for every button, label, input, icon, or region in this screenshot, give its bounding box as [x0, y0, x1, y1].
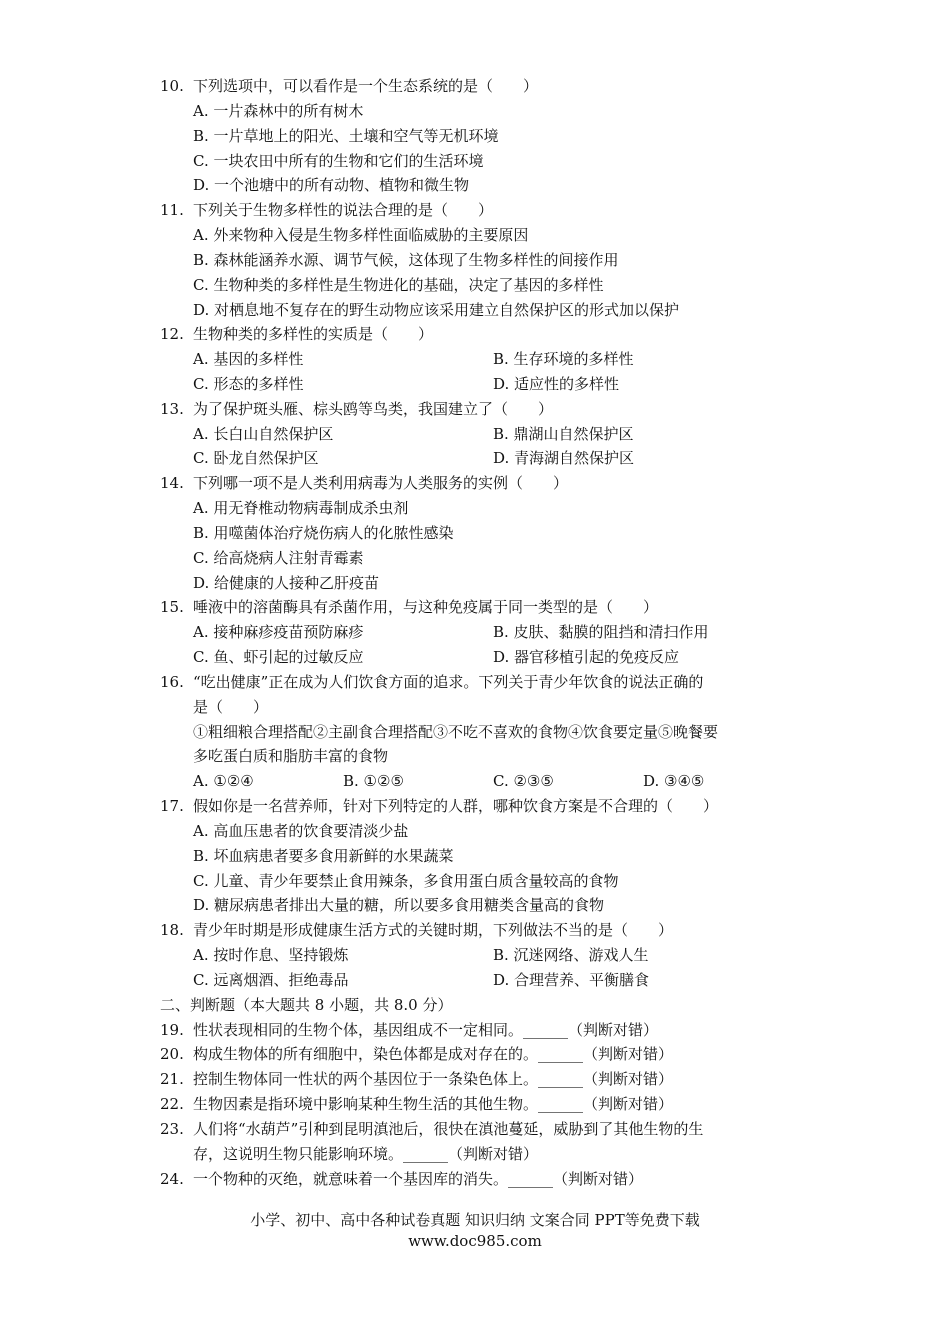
- answer-option: D. 给健康的人接种乙肝疫苗: [193, 573, 380, 592]
- question-number: 24.: [160, 1169, 184, 1188]
- question-stem: 下列关于生物多样性的说法合理的是（ ）: [193, 201, 494, 220]
- section-heading-text: 二、判断题（本大题共 8 小题，共 8.0 分）: [160, 995, 453, 1014]
- judgment-text: 生物因素是指环境中影响某种生物生活的其他生物。______（判断对错）: [193, 1095, 674, 1113]
- question-number: 11.: [160, 201, 184, 220]
- answer-option: B. 沉迷网络、游戏人生: [493, 946, 649, 964]
- question-number: 18.: [160, 921, 184, 940]
- judgment-text: 性状表现相同的生物个体，基因组成不一定相同。______（判断对错）: [193, 1020, 659, 1039]
- question-stem: 多吃蛋白质和脂肪丰富的食物: [193, 747, 389, 766]
- answer-option: D. 青海湖自然保护区: [493, 449, 635, 468]
- question-stem: 下列哪一项不是人类利用病毒为人类服务的实例（ ）: [193, 474, 569, 493]
- answer-option: B. 生存环境的多样性: [493, 350, 634, 369]
- question-stem: 是（ ）: [193, 697, 269, 716]
- answer-option: D. 对栖息地不复存在的野生动物应该采用建立自然保护区的形式加以保护: [193, 300, 680, 319]
- answer-option: A. 长白山自然保护区: [193, 424, 334, 443]
- answer-option: A. 接种麻疹疫苗预防麻疹: [193, 623, 364, 642]
- answer-option: C. 卧龙自然保护区: [193, 449, 319, 468]
- answer-option: C. 一块农田中所有的生物和它们的生活环境: [193, 151, 484, 170]
- answer-option: A. 一片森林中的所有树木: [193, 101, 364, 120]
- question-number: 22.: [160, 1095, 184, 1113]
- question-stem: “吃出健康”正在成为人们饮食方面的追求。下列关于青少年饮食的说法正确的: [193, 672, 704, 691]
- answer-option: D. 糖尿病患者排出大量的糖，所以要多食用糖类含量高的食物: [193, 896, 605, 915]
- judgment-text: 一个物种的灭绝，就意味着一个基因库的消失。______（判断对错）: [193, 1169, 644, 1188]
- answer-option: D. 合理营养、平衡膳食: [493, 970, 650, 989]
- answer-option: A. 外来物种入侵是生物多样性面临威胁的主要原因: [193, 226, 529, 244]
- question-number: 15.: [160, 598, 184, 617]
- question-number: 13.: [160, 399, 184, 418]
- answer-option: C. 形态的多样性: [193, 375, 304, 393]
- answer-option: A. ①②④: [193, 772, 254, 791]
- answer-option: D. 一个池塘中的所有动物、植物和微生物: [193, 176, 470, 195]
- answer-option: B. 皮肤、黏膜的阻挡和清扫作用: [493, 623, 709, 642]
- answer-option: C. 远离烟酒、拒绝毒品: [193, 970, 349, 989]
- answer-option: D. ③④⑤: [643, 772, 705, 791]
- answer-option: C. 儿童、青少年要禁止食用辣条，多食用蛋白质含量较高的食物: [193, 871, 619, 890]
- judgment-text: 构成生物体的所有细胞中，染色体都是成对存在的。______（判断对错）: [193, 1045, 674, 1064]
- answer-option: A. 高血压患者的饮食要清淡少盐: [193, 821, 409, 840]
- answer-option: B. ①②⑤: [343, 772, 404, 791]
- answer-option: A. 用无脊椎动物病毒制成杀虫剂: [193, 499, 409, 518]
- question-number: 14.: [160, 474, 184, 493]
- answer-option: D. 器官移植引起的免疫反应: [493, 648, 680, 667]
- question-number: 17.: [160, 797, 184, 816]
- answer-option: A. 基因的多样性: [193, 350, 304, 369]
- question-stem: 假如你是一名营养师，针对下列特定的人群，哪种饮食方案是不合理的（ ）: [193, 797, 719, 816]
- answer-option: D. 适应性的多样性: [493, 375, 620, 393]
- answer-option: B. 坏血病患者要多食用新鲜的水果蔬菜: [193, 846, 454, 865]
- answer-option: B. 一片草地上的阳光、土壤和空气等无机环境: [193, 126, 499, 145]
- answer-option: B. 用噬菌体治疗烧伤病人的化脓性感染: [193, 523, 454, 542]
- answer-option: C. ②③⑤: [493, 772, 554, 791]
- judgment-text: 存，这说明生物只能影响环境。______（判断对错）: [193, 1144, 539, 1163]
- question-number: 16.: [160, 672, 184, 691]
- footer-url[interactable]: www.doc985.com: [408, 1232, 542, 1250]
- answer-option: C. 生物种类的多样性是生物进化的基础，决定了基因的多样性: [193, 275, 604, 294]
- footer-promo: 小学、初中、高中各种试卷真题 知识归纳 文案合同 PPT等免费下载: [250, 1211, 700, 1229]
- question-number: 21.: [160, 1070, 184, 1089]
- question-number: 19.: [160, 1020, 184, 1039]
- question-number: 10.: [160, 77, 184, 95]
- question-stem: ①粗细粮合理搭配②主副食合理搭配③不吃不喜欢的食物④饮食要定量⑤晚餐要: [193, 722, 719, 741]
- question-stem: 为了保护斑头雁、棕头鸥等鸟类，我国建立了（ ）: [193, 399, 554, 418]
- answer-option: B. 森林能涵养水源、调节气候，这体现了生物多样性的间接作用: [193, 250, 619, 269]
- question-number: 23.: [160, 1119, 184, 1138]
- question-stem: 生物种类的多样性的实质是（ ）: [193, 325, 434, 344]
- judgment-text: 控制生物体同一性状的两个基因位于一条染色体上。______（判断对错）: [193, 1070, 674, 1089]
- question-stem: 青少年时期是形成健康生活方式的关键时期，下列做法不当的是（ ）: [193, 921, 674, 940]
- answer-option: C. 给高烧病人注射青霉素: [193, 548, 364, 567]
- question-stem: 唾液中的溶菌酶具有杀菌作用，与这种免疫属于同一类型的是（ ）: [193, 598, 659, 617]
- judgment-text: 人们将“水葫芦”引种到昆明滇池后，很快在滇池蔓延，威胁到了其他生物的生: [193, 1119, 704, 1138]
- answer-option: A. 按时作息、坚持锻炼: [193, 946, 349, 964]
- question-stem: 下列选项中，可以看作是一个生态系统的是（ ）: [193, 77, 539, 95]
- question-number: 20.: [160, 1045, 184, 1064]
- question-number: 12.: [160, 325, 184, 344]
- answer-option: B. 鼎湖山自然保护区: [493, 424, 634, 443]
- answer-option: C. 鱼、虾引起的过敏反应: [193, 648, 364, 667]
